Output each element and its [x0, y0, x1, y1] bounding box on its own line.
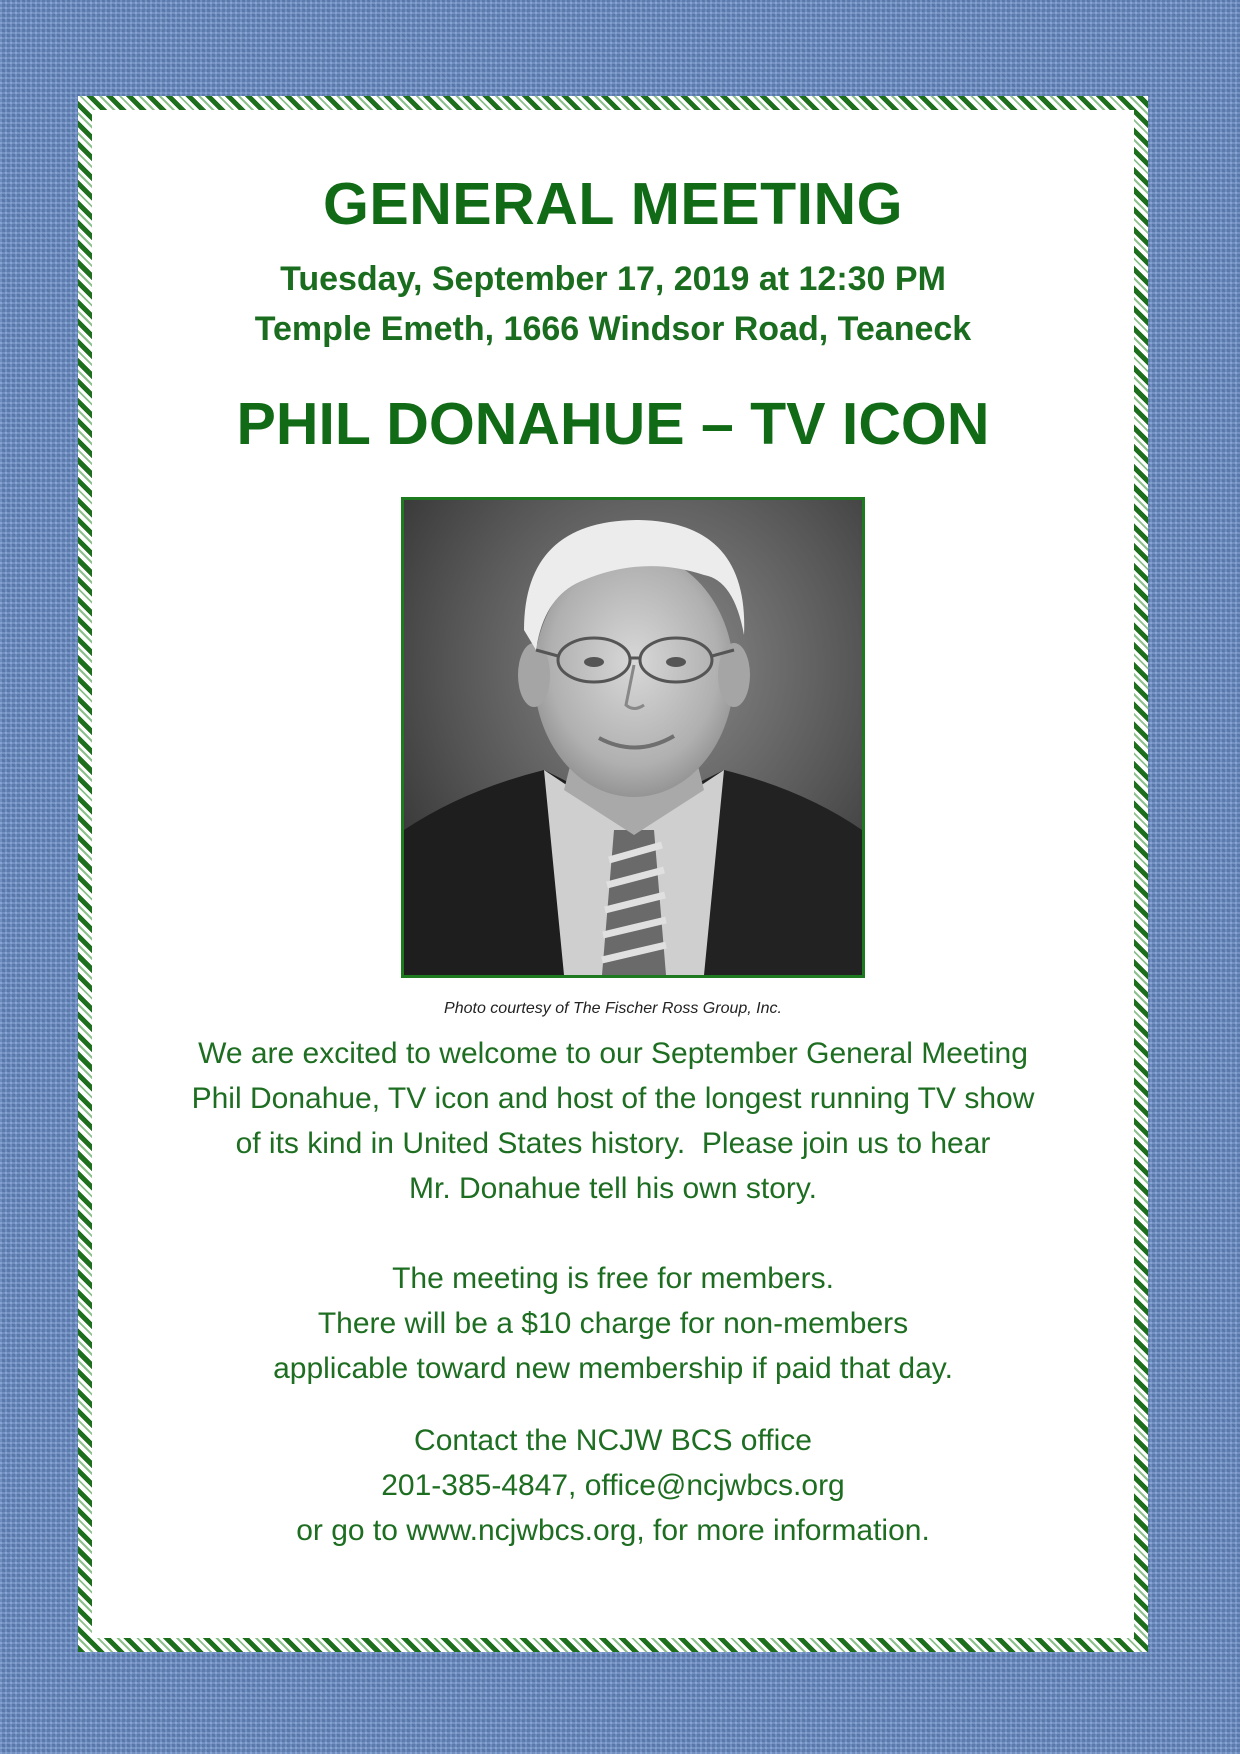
flyer-title: GENERAL MEETING [322, 171, 904, 237]
intro-line: We are excited to welcome to our September General Meeting [198, 1037, 1028, 1070]
meeting-date-time: Tuesday, September 17, 2019 at 12:30 PM [280, 260, 946, 298]
contact-line: 201-385-4847, office@ncjwbcs.org [381, 1469, 845, 1502]
fee-line: applicable toward new membership if paid that day. [273, 1352, 953, 1385]
intro-line: Mr. Donahue tell his own story. [409, 1172, 817, 1205]
flyer-content [92, 110, 1134, 1638]
speaker-portrait-image [404, 500, 862, 975]
fee-line: There will be a $10 charge for non-members [317, 1307, 909, 1340]
intro-line: of its kind in United States history. Please join us to hear [235, 1127, 991, 1160]
fee-paragraph [132, 1256, 1094, 1391]
contact-line: Contact the NCJW BCS office [414, 1424, 812, 1457]
flyer-border-frame [78, 96, 1148, 1652]
meeting-venue: Temple Emeth, 1666 Windsor Road, Teaneck [254, 310, 972, 348]
fee-line: The meeting is free for members. [392, 1262, 834, 1295]
contact-paragraph [132, 1418, 1094, 1553]
speaker-photo [401, 497, 865, 978]
intro-paragraph [132, 1031, 1094, 1211]
intro-line: Phil Donahue, TV icon and host of the longest running TV show [191, 1082, 1035, 1115]
contact-line: or go to www.ncjwbcs.org, for more information. [296, 1514, 930, 1547]
speaker-heading: PHIL DONAHUE – TV ICON [236, 391, 990, 457]
photo-caption: Photo courtesy of The Fischer Ross Group, Inc. [444, 1000, 782, 1017]
